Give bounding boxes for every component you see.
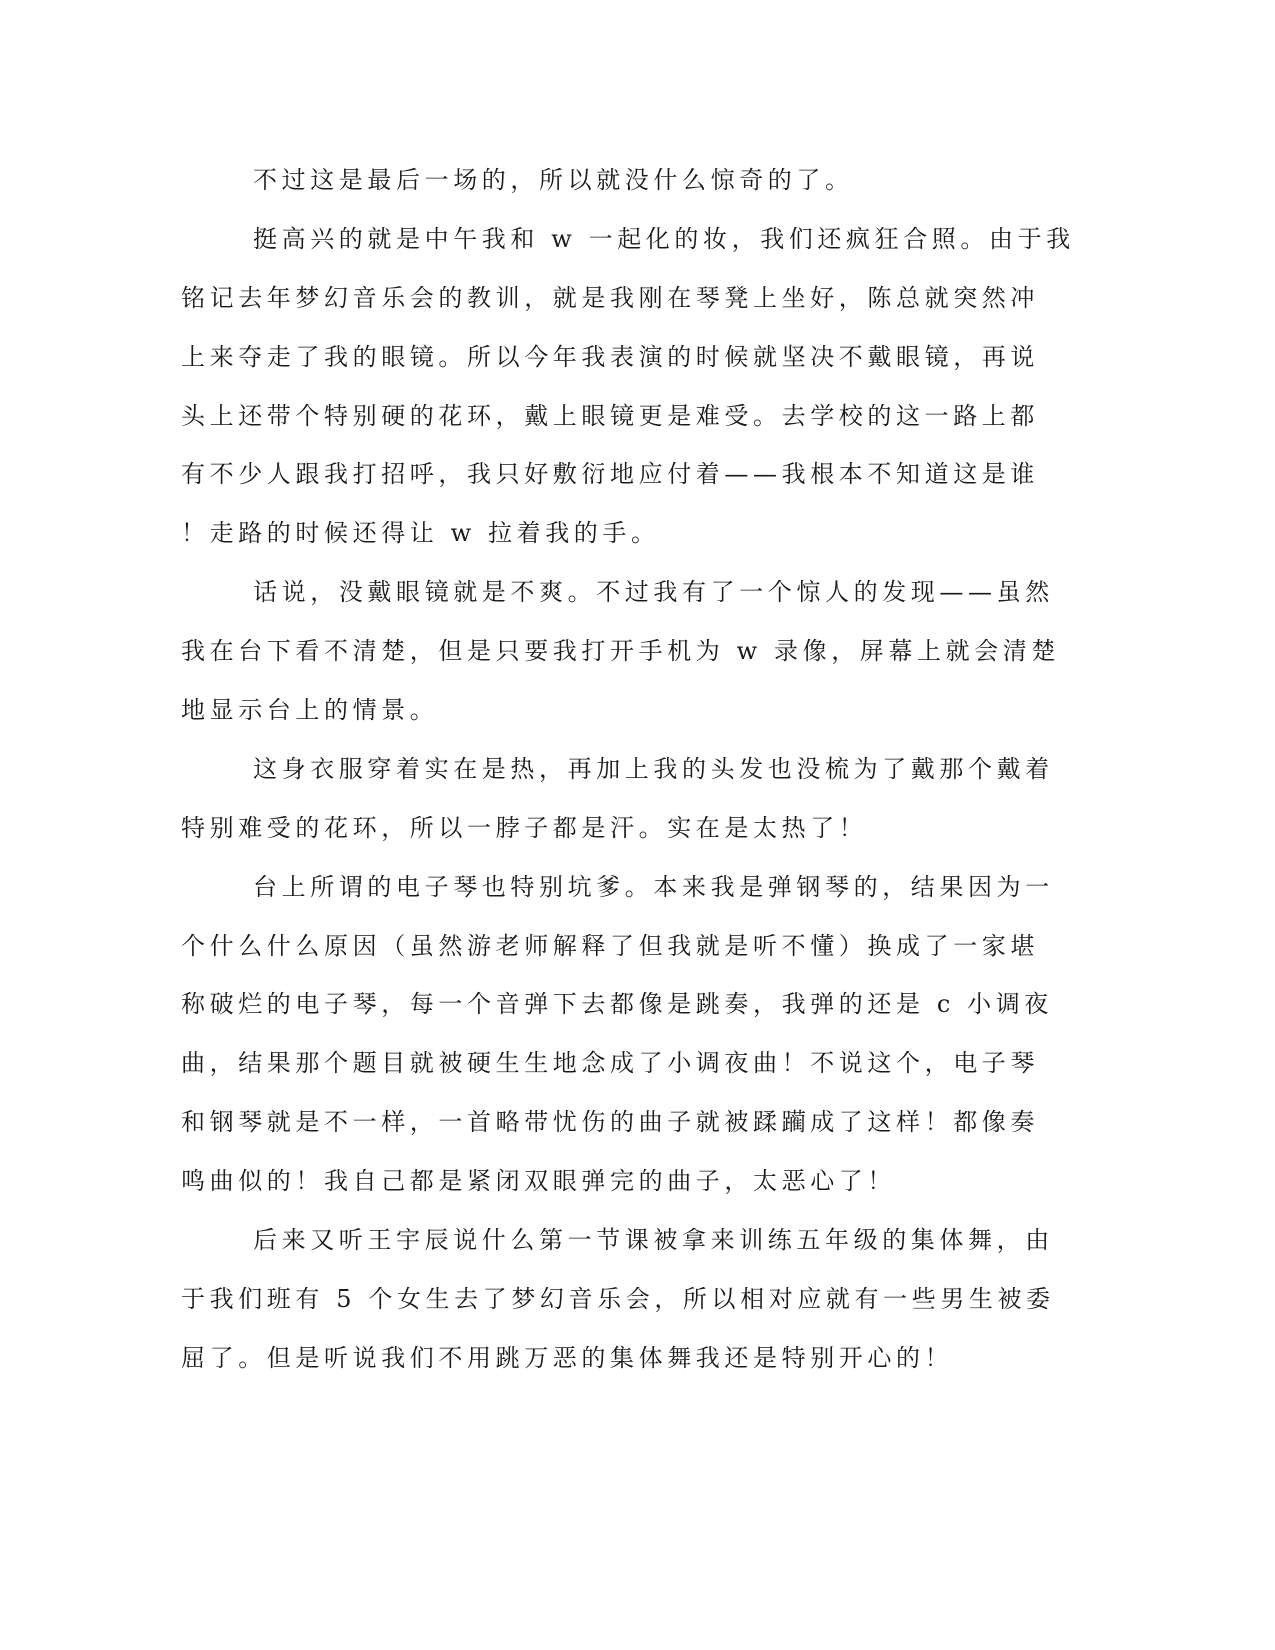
text-line: 上来夺走了我的眼镜。所以今年我表演的时候就坚决不戴眼镜，再说: [181, 342, 1039, 371]
paragraph: [181, 1223, 1055, 1400]
text-line: 鸣曲似的！我自己都是紧闭双眼弹完的曲子，太恶心了！: [181, 1167, 896, 1196]
text-line: 曲，结果那个题目就被硬生生地念成了小调夜曲！不说这个，电子琴: [181, 1049, 1039, 1078]
paragraph: [181, 575, 1060, 752]
text-line: 屈了。但是听说我们不用跳万恶的集体舞我还是特别开心的！: [181, 1343, 954, 1372]
text-line: 和钢琴就是不一样，一首略带忧伤的曲子就被蹂躏成了这样！都像奏: [181, 1108, 1039, 1137]
text-line: 有不少人跟我打招呼，我只好敷衍地应付着——我根本不知道这是谁: [181, 460, 1039, 489]
text-line: 不过这是最后一场的，所以就没什么惊奇的了。: [253, 166, 854, 194]
text-line: 称破烂的电子琴，每一个音弹下去都像是跳奏，我弹的还是 c 小调夜: [181, 990, 1053, 1019]
text-line: 头上还带个特别硬的花环，戴上眼镜更是难受。去学校的这一路上都: [181, 401, 1039, 430]
text-line: 后来又听王宇辰说什么第一节课被拿来训练五年级的集体舞，由: [253, 1226, 1054, 1255]
text-line: 铭记去年梦幻音乐会的教训，就是我刚在琴凳上坐好，陈总就突然冲: [181, 283, 1039, 312]
text-line: ！走路的时候还得让 w 拉着我的手。: [181, 519, 660, 548]
text-line: 我在台下看不清楚，但是只要我打开手机为 w 录像，屏幕上就会清楚: [181, 637, 1060, 666]
text-line: 个什么什么原因（虽然游老师解释了但我就是听不懂）换成了一家堪: [181, 931, 1039, 960]
text-line: 台上所谓的电子琴也特别坑爹。本来我是弹钢琴的，结果因为一: [253, 872, 1054, 901]
text-line: 特别难受的花环，所以一脖子都是汗。实在是太热了！: [181, 813, 868, 842]
paragraph: [181, 222, 1075, 575]
paragraph: [181, 870, 1054, 1223]
text-line: 话说，没戴眼镜就是不爽。不过我有了一个惊人的发现——虽然: [253, 578, 1054, 607]
text-line: 挺高兴的就是中午我和 w 一起化的妆，我们还疯狂合照。由于我: [253, 224, 1075, 253]
text-line: 这身衣服穿着实在是热，再加上我的头发也没梳为了戴那个戴着: [253, 754, 1054, 783]
document-body: [181, 163, 1075, 1400]
text-line: 于我们班有 5 个女生去了梦幻音乐会，所以相对应就有一些男生被委: [181, 1284, 1055, 1313]
paragraph: [181, 163, 1041, 222]
text-line: 地显示台上的情景。: [181, 696, 439, 725]
paragraph: [181, 752, 1054, 870]
